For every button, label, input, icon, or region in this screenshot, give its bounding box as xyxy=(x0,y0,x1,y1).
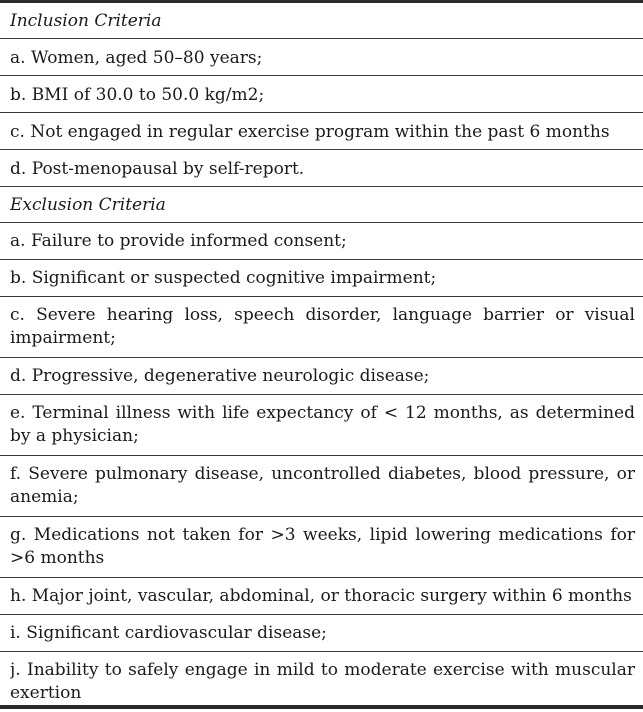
inclusion-item-a: a. Women, aged 50–80 years; xyxy=(10,48,263,68)
row-divider xyxy=(0,516,643,517)
row-divider xyxy=(0,75,643,76)
row-divider xyxy=(0,259,643,260)
exclusion-criteria-heading: Exclusion Criteria xyxy=(10,195,166,215)
exclusion-item-j: j. Inability to safely engage in mild to moderate exercise with muscular exertion xyxy=(10,660,635,703)
inclusion-item-c: c. Not engaged in regular exercise program within the past 6 months xyxy=(10,122,610,142)
row-divider xyxy=(0,222,643,223)
exclusion-item-c: c. Severe hearing loss, speech disorder, language barrier or visual impairment; xyxy=(10,305,635,348)
table-bottom-rule xyxy=(0,705,643,709)
row-divider xyxy=(0,357,643,358)
row-divider xyxy=(0,455,643,456)
inclusion-criteria-heading: Inclusion Criteria xyxy=(10,11,162,31)
row-divider xyxy=(0,38,643,39)
exclusion-item-f: f. Severe pulmonary disease, uncontrolled diabetes, blood pressure, or anemia; xyxy=(10,464,635,507)
table-top-rule xyxy=(0,0,643,3)
row-divider xyxy=(0,577,643,578)
exclusion-item-h: h. Major joint, vascular, abdominal, or thoracic surgery within 6 months xyxy=(10,586,632,606)
row-divider xyxy=(0,296,643,297)
inclusion-item-b: b. BMI of 30.0 to 50.0 kg/m2; xyxy=(10,85,265,105)
exclusion-item-b: b. Significant or suspected cognitive impairment; xyxy=(10,268,437,288)
row-divider xyxy=(0,614,643,615)
exclusion-item-a: a. Failure to provide informed consent; xyxy=(10,231,347,251)
row-divider xyxy=(0,186,643,187)
row-divider xyxy=(0,394,643,395)
exclusion-item-e: e. Terminal illness with life expectancy of < 12 months, as determined by a physician; xyxy=(10,403,635,446)
exclusion-item-i: i. Significant cardiovascular disease; xyxy=(10,623,327,643)
inclusion-item-d: d. Post-menopausal by self-report. xyxy=(10,159,305,179)
row-divider xyxy=(0,112,643,113)
row-divider xyxy=(0,651,643,652)
row-divider xyxy=(0,149,643,150)
exclusion-item-g: g. Medications not taken for >3 weeks, lipid lowering medications for >6 months xyxy=(10,525,635,568)
exclusion-item-d: d. Progressive, degenerative neurologic disease; xyxy=(10,366,430,386)
